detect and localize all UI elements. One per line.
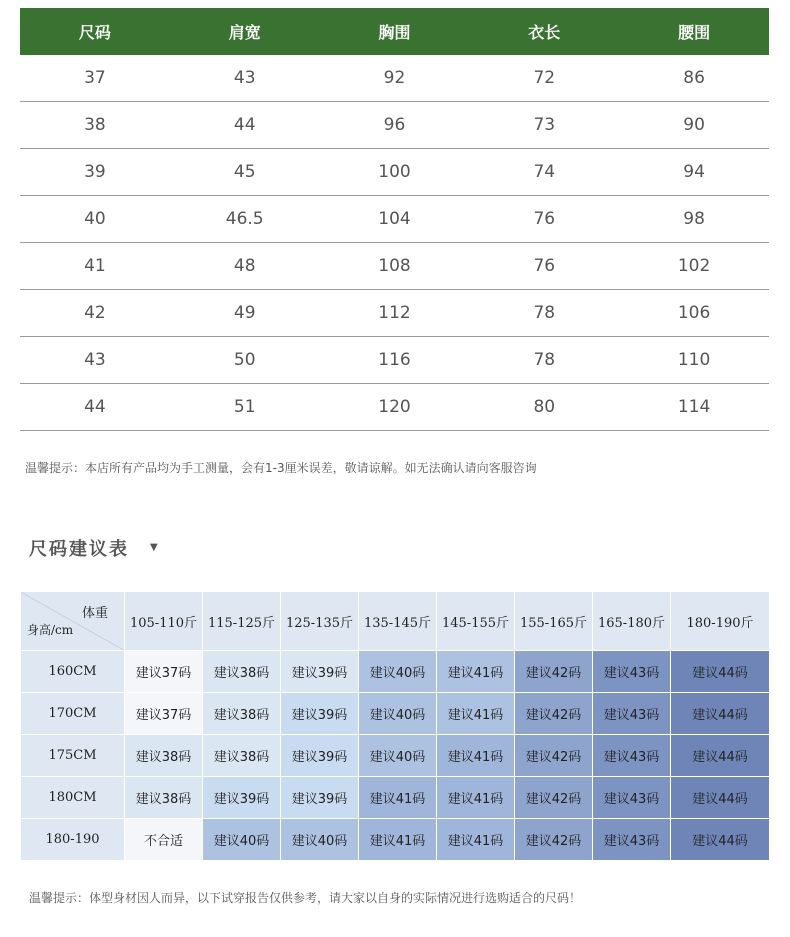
size-cell: 86 xyxy=(619,55,769,102)
recommendation-cell: 建议41码 xyxy=(437,819,515,861)
size-row xyxy=(20,55,769,102)
recommendation-cell: 建议40码 xyxy=(359,735,437,777)
recommendation-row xyxy=(21,693,770,735)
size-row xyxy=(20,290,769,337)
size-cell: 116 xyxy=(320,337,470,384)
recommendation-cell: 建议40码 xyxy=(203,819,281,861)
size-cell: 100 xyxy=(320,149,470,196)
size-cell: 94 xyxy=(619,149,769,196)
size-cell: 112 xyxy=(320,290,470,337)
size-cell: 102 xyxy=(619,243,769,290)
size-cell: 90 xyxy=(619,102,769,149)
weight-range-header: 145-155斤 xyxy=(437,592,515,651)
corner-cell xyxy=(21,592,125,651)
weight-range-header: 180-190斤 xyxy=(671,592,770,651)
recommendation-cell: 建议43码 xyxy=(593,777,671,819)
header-chest: 胸围 xyxy=(378,23,411,42)
size-cell: 41 xyxy=(20,243,170,290)
recommendation-cell: 建议37码 xyxy=(125,693,203,735)
recommendation-cell: 建议43码 xyxy=(593,651,671,693)
size-cell: 39 xyxy=(20,149,170,196)
recommendation-cell: 建议42码 xyxy=(515,777,593,819)
size-cell: 78 xyxy=(469,337,619,384)
weight-axis-label: 体重 xyxy=(81,606,108,621)
recommendation-cell: 建议41码 xyxy=(437,693,515,735)
recommendation-cell: 建议38码 xyxy=(203,735,281,777)
measurement-note: 温馨提示：本店所有产品均为手工测量，会有1-3厘米误差，敬请谅解。如无法确认请向客服咨询 xyxy=(25,461,537,475)
size-cell: 106 xyxy=(619,290,769,337)
size-cell: 74 xyxy=(469,149,619,196)
size-cell: 40 xyxy=(20,196,170,243)
height-label: 180CM xyxy=(21,777,125,819)
recommendation-cell: 不合适 xyxy=(125,819,203,861)
size-cell: 76 xyxy=(469,243,619,290)
dropdown-arrow-icon: ▼ xyxy=(150,542,158,553)
size-recommendation-table xyxy=(20,591,770,861)
recommendation-cell: 建议43码 xyxy=(593,735,671,777)
recommendation-cell: 建议42码 xyxy=(515,735,593,777)
size-cell: 50 xyxy=(170,337,320,384)
size-cell: 98 xyxy=(619,196,769,243)
recommendation-cell: 建议40码 xyxy=(359,651,437,693)
size-cell: 108 xyxy=(320,243,470,290)
recommendation-cell: 建议39码 xyxy=(281,651,359,693)
recommendation-cell: 建议42码 xyxy=(515,693,593,735)
weight-range-header: 155-165斤 xyxy=(515,592,593,651)
recommendation-cell: 建议38码 xyxy=(125,735,203,777)
size-cell: 38 xyxy=(20,102,170,149)
size-cell: 45 xyxy=(170,149,320,196)
size-cell: 92 xyxy=(320,55,470,102)
header-waist: 腰围 xyxy=(678,23,711,42)
size-cell: 72 xyxy=(469,55,619,102)
recommendation-cell: 建议39码 xyxy=(281,777,359,819)
header-size: 尺码 xyxy=(78,23,111,42)
recommendation-cell: 建议41码 xyxy=(359,777,437,819)
recommendation-cell: 建议44码 xyxy=(671,693,770,735)
weight-range-header: 165-180斤 xyxy=(593,592,671,651)
recommendation-cell: 建议41码 xyxy=(437,735,515,777)
disclaimer-note: 温馨提示：体型身材因人而异，以下试穿报告仅供参考，请大家以自身的实际情况进行选购适合的尺码！ xyxy=(29,891,582,905)
recommendation-cell: 建议38码 xyxy=(125,777,203,819)
height-label: 180-190 xyxy=(21,819,125,861)
size-cell: 96 xyxy=(320,102,470,149)
size-cell: 44 xyxy=(170,102,320,149)
recommendation-cell: 建议38码 xyxy=(203,651,281,693)
size-cell: 120 xyxy=(320,384,470,431)
weight-range-header: 105-110斤 xyxy=(125,592,203,651)
recommendation-cell: 建议44码 xyxy=(671,735,770,777)
recommendation-row xyxy=(21,651,770,693)
size-row xyxy=(20,102,769,149)
size-cell: 37 xyxy=(20,55,170,102)
height-axis-label: 身高/cm xyxy=(27,623,74,637)
recommendation-cell: 建议44码 xyxy=(671,819,770,861)
recommendation-cell: 建议38码 xyxy=(203,693,281,735)
recommendation-cell: 建议39码 xyxy=(281,735,359,777)
recommendation-cell: 建议44码 xyxy=(671,777,770,819)
header-shoulder: 肩宽 xyxy=(228,23,261,42)
size-cell: 78 xyxy=(469,290,619,337)
header-length: 衣长 xyxy=(528,23,561,42)
recommendation-cell: 建议41码 xyxy=(437,777,515,819)
recommendation-row xyxy=(21,777,770,819)
size-row xyxy=(20,384,769,431)
recommendation-cell: 建议43码 xyxy=(593,819,671,861)
recommendation-title: 尺码建议表 xyxy=(29,539,129,560)
size-row xyxy=(20,337,769,384)
size-cell: 114 xyxy=(619,384,769,431)
size-cell: 42 xyxy=(20,290,170,337)
recommendation-cell: 建议37码 xyxy=(125,651,203,693)
recommendation-cell: 建议39码 xyxy=(203,777,281,819)
size-cell: 46.5 xyxy=(170,196,320,243)
recommendation-row xyxy=(21,819,770,861)
size-cell: 43 xyxy=(170,55,320,102)
recommendation-header-row xyxy=(21,592,770,651)
size-cell: 110 xyxy=(619,337,769,384)
recommendation-cell: 建议40码 xyxy=(359,693,437,735)
recommendation-cell: 建议43码 xyxy=(593,693,671,735)
recommendation-cell: 建议41码 xyxy=(437,651,515,693)
size-row xyxy=(20,196,769,243)
size-row xyxy=(20,149,769,196)
size-cell: 104 xyxy=(320,196,470,243)
weight-range-header: 125-135斤 xyxy=(281,592,359,651)
height-label: 170CM xyxy=(21,693,125,735)
height-label: 160CM xyxy=(21,651,125,693)
size-cell: 51 xyxy=(170,384,320,431)
size-row xyxy=(20,243,769,290)
weight-range-header: 115-125斤 xyxy=(203,592,281,651)
recommendation-row xyxy=(21,735,770,777)
recommendation-cell: 建议44码 xyxy=(671,651,770,693)
recommendation-cell: 建议41码 xyxy=(359,819,437,861)
size-table-header-row xyxy=(20,8,769,55)
size-cell: 43 xyxy=(20,337,170,384)
size-cell: 44 xyxy=(20,384,170,431)
size-cell: 76 xyxy=(469,196,619,243)
recommendation-cell: 建议40码 xyxy=(281,819,359,861)
size-cell: 48 xyxy=(170,243,320,290)
recommendation-cell: 建议39码 xyxy=(281,693,359,735)
recommendation-cell: 建议42码 xyxy=(515,819,593,861)
size-cell: 49 xyxy=(170,290,320,337)
size-cell: 80 xyxy=(469,384,619,431)
weight-range-header: 135-145斤 xyxy=(359,592,437,651)
size-cell: 73 xyxy=(469,102,619,149)
recommendation-cell: 建议42码 xyxy=(515,651,593,693)
size-measurement-table xyxy=(20,8,769,431)
height-label: 175CM xyxy=(21,735,125,777)
